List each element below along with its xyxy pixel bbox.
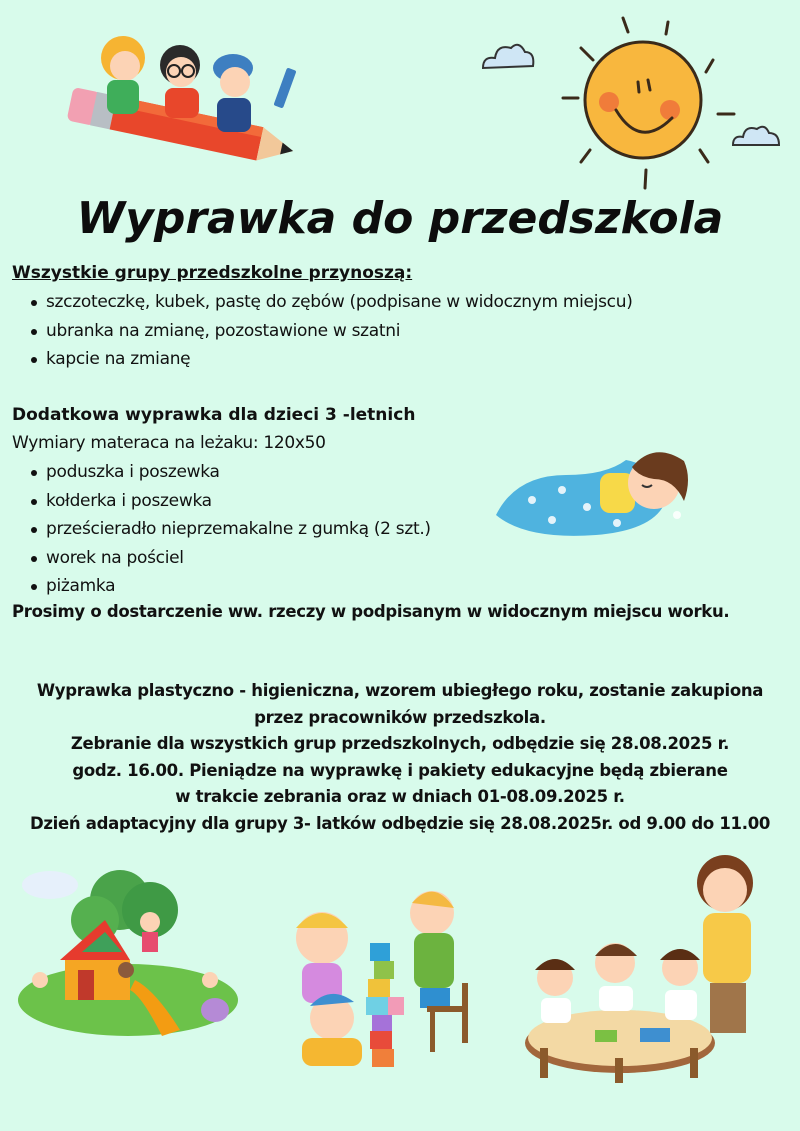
kids-on-pencil-illustration bbox=[55, 20, 305, 170]
teacher-with-kids-at-table-illustration bbox=[515, 848, 785, 1083]
list-item: kołderka i poszewka bbox=[46, 487, 431, 516]
sleeping-child-illustration bbox=[492, 445, 702, 540]
list-item: piżamka bbox=[46, 572, 431, 601]
list-item: kapcie na zmianę bbox=[46, 345, 633, 374]
page-title: Wyprawka do przedszkola bbox=[76, 193, 724, 244]
delivery-note: Prosimy o dostarczenie ww. rzeczy w podpisanym w widocznym miejscu worku. bbox=[12, 602, 730, 621]
list-item: worek na pościel bbox=[46, 544, 431, 573]
playground-illustration bbox=[10, 860, 245, 1045]
info-block bbox=[0, 678, 800, 837]
section-3yo-heading: Dodatkowa wyprawka dla dzieci 3 -letnich bbox=[12, 405, 416, 425]
mattress-dimensions: Wymiary materaca na leżaku: 120x50 bbox=[12, 433, 326, 453]
section-all-heading: Wszystkie grupy przedszkolne przynoszą: bbox=[12, 263, 413, 283]
info-line: Zebranie dla wszystkich grup przedszkolnych, odbędzie się 28.08.2025 r. bbox=[70, 734, 730, 753]
kids-with-blocks-illustration bbox=[262, 888, 492, 1073]
smiling-sun-with-clouds-illustration bbox=[478, 10, 800, 195]
list-item: ubranka na zmianę, pozostawione w szatni bbox=[46, 317, 633, 346]
section-all-list bbox=[28, 288, 633, 374]
section-3yo-list bbox=[28, 458, 431, 601]
info-line: Dzień adaptacyjny dla grupy 3- latków odbędzie się 28.08.2025r. od 9.00 do 11.00 bbox=[29, 813, 771, 833]
info-line: Wyprawka plastyczno - higieniczna, wzorem ubiegłego roku, zostanie zakupiona bbox=[36, 681, 764, 700]
list-item: poduszka i poszewka bbox=[46, 458, 431, 487]
list-item: szczoteczkę, kubek, pastę do zębów (podpisane w widocznym miejscu) bbox=[46, 288, 633, 317]
info-line: godz. 16.00. Pieniądze na wyprawkę i pakiety edukacyjne będą zbierane bbox=[72, 760, 728, 780]
info-line: przez pracowników przedszkola. bbox=[254, 707, 546, 727]
info-line: w trakcie zebrania oraz w dniach 01-08.09.2025 r. bbox=[175, 787, 625, 806]
list-item: prześcieradło nieprzemakalne z gumką (2 szt.) bbox=[46, 515, 431, 544]
